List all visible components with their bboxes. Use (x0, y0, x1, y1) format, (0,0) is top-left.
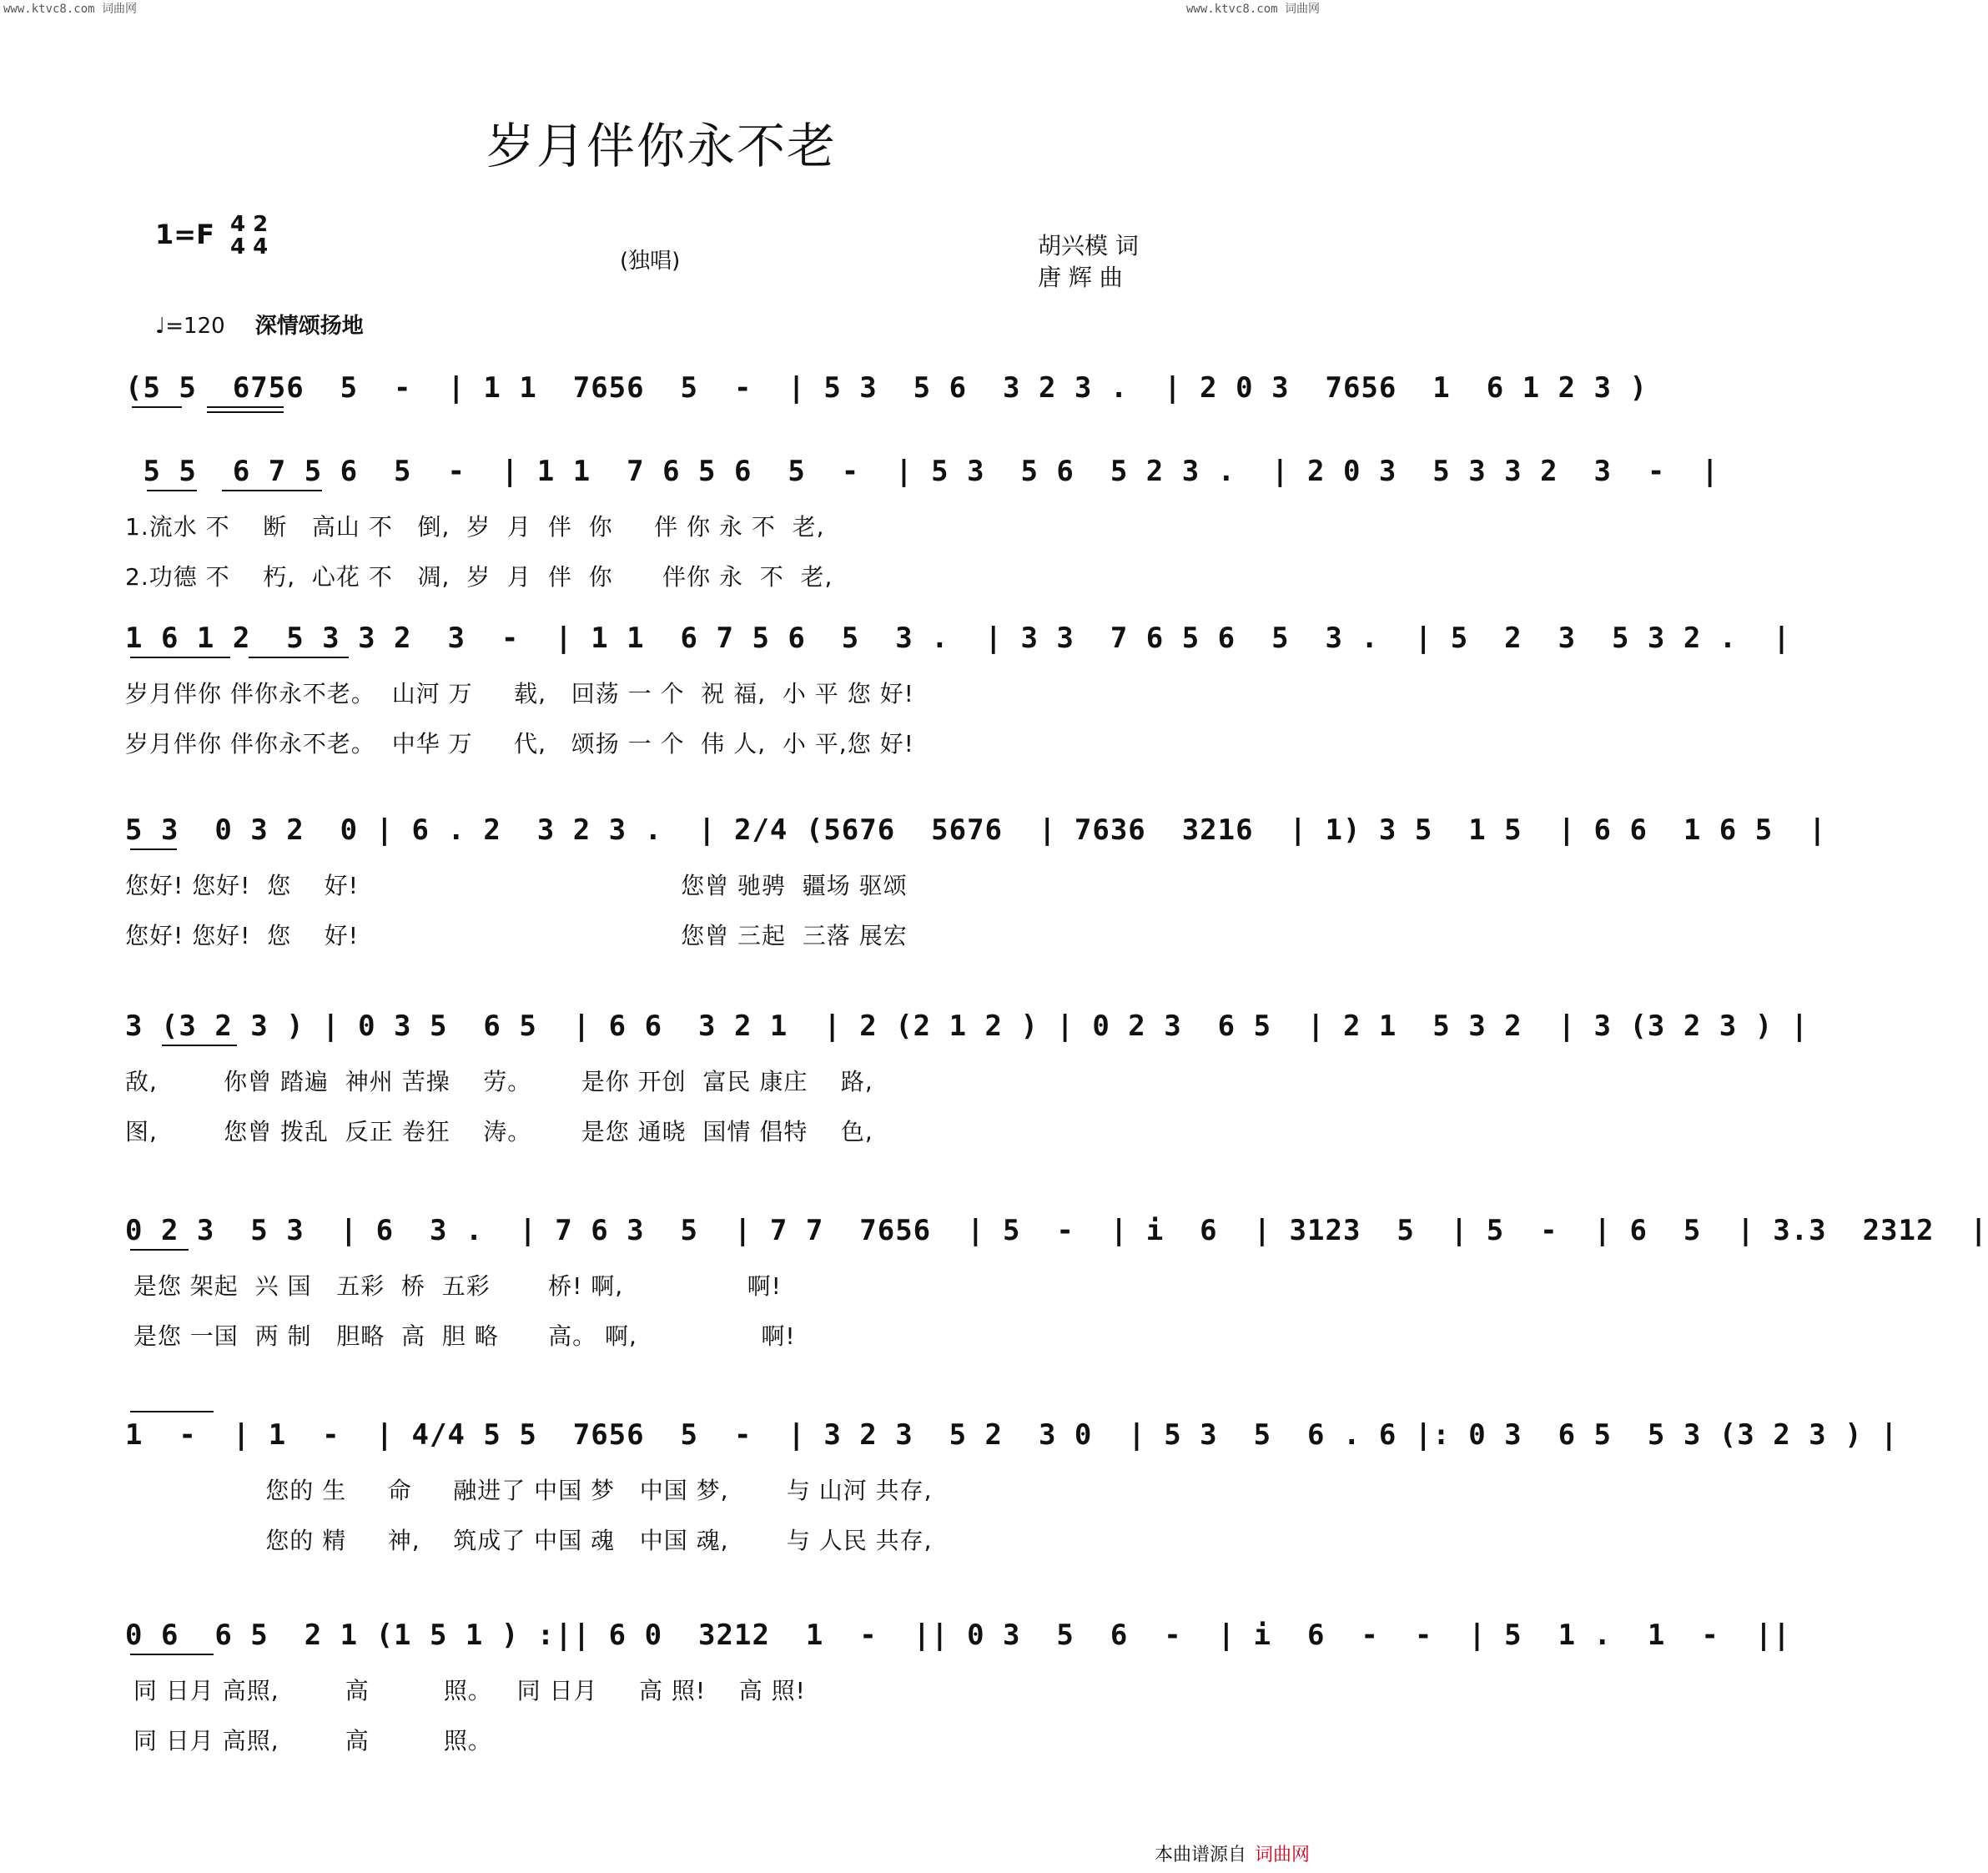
lyric-verse-2: 是您 一国 两 制 胆略 高 胆 略 高。 啊, 啊! (125, 1322, 796, 1350)
composer: 唐 辉 曲 (1038, 264, 1123, 291)
lyric-verse-1: 敌, 你曾 踏遍 神州 苦操 劳。 是你 开创 富民 康庄 路, (125, 1068, 873, 1095)
credits (1038, 230, 1139, 294)
lyric-verse-1: 您好! 您好! 您 好! 您曾 驰骋 疆场 驱颂 (125, 872, 908, 899)
key-signature: 1=F (155, 219, 214, 250)
song-title: 岁月伴你永不老 (486, 118, 837, 174)
lyric-verse-2: 您的 精 神, 筑成了 中国 魂 中国 魂, 与 人民 共存, (125, 1527, 933, 1554)
watermark-left: www.ktvc8.com 词曲网 (3, 3, 138, 16)
notation-line: 1 6 1 2 5 3 3 2 3 - | 1 1 6 7 5 6 5 3 . | 3 3 7 6 5 6 5 3 . | 5 2 3 5 3 2 . | (125, 622, 1791, 655)
lyric-verse-2: 岁月伴你 伴你永不老。 中华 万 代, 颂扬 一 个 伟 人, 小 平,您 好! (125, 730, 914, 758)
lyric-verse-1: 同 日月 高照, 高 照。 同 日月 高 照! 高 照! (125, 1677, 806, 1704)
slur-mark (130, 1411, 214, 1412)
lyric-verse-2: 同 日月 高照, 高 照。 (125, 1727, 492, 1755)
underline-mark (207, 411, 284, 413)
underline-mark (249, 657, 349, 658)
underline-mark (207, 406, 284, 408)
time-signature-bottom: 4 4 (230, 234, 269, 259)
tempo-marking (155, 309, 364, 340)
lyric-verse-1: 是您 架起 兴 国 五彩 桥 五彩 桥! 啊, 啊! (125, 1272, 782, 1300)
time-signature-top: 4 2 (230, 212, 269, 237)
time-signature (230, 214, 268, 259)
lyric-verse-2: 2.功德 不 朽, 心花 不 凋, 岁 月 伴 你 伴你 永 不 老, (125, 563, 833, 591)
lyric-verse-2: 图, 您曾 拨乱 反正 卷狂 涛。 是您 通晓 国情 倡特 色, (125, 1118, 873, 1145)
footer-credit (1155, 1840, 1310, 1866)
footer-site-link[interactable]: 词曲网 (1254, 1845, 1310, 1865)
expression-mark: 深情颂扬地 (254, 314, 364, 339)
performance-type: (独唱) (620, 249, 681, 274)
tempo-mark: ♩=120 (155, 314, 225, 339)
notation-line: 5 5 6 7 5 6 5 - | 1 1 7 6 5 6 5 - | 5 3 5 6 5 2 3 . | 2 0 3 5 3 3 2 3 - | (125, 455, 1719, 488)
notation-line: 1 - | 1 - | 4/4 5 5 7656 5 - | 3 2 3 5 2 3 0 | 5 3 5 6 . 6 |: 0 3 6 5 5 3 (3 2 3 ) | (125, 1418, 1899, 1452)
lyric-verse-2: 您好! 您好! 您 好! 您曾 三起 三落 展宏 (125, 922, 908, 949)
notation-line: 5 3 0 3 2 0 | 6 . 2 3 2 3 . | 2/4 (5676 5676 | 7636 3216 | 1) 3 5 1 5 | 6 6 1 6 5 | (125, 813, 1827, 847)
footer-source: 本曲谱源自 (1154, 1845, 1246, 1865)
watermark-right: www.ktvc8.com 词曲网 (1185, 3, 1320, 16)
notation-line: (5 5 6756 5 - | 1 1 7656 5 - | 5 3 5 6 3 2 3 . | 2 0 3 7656 1 6 1 2 3 ) (125, 371, 1648, 405)
lyricist: 胡兴模 词 (1038, 232, 1139, 259)
lyric-verse-1: 1.流水 不 断 高山 不 倒, 岁 月 伴 你 伴 你 永 不 老, (125, 513, 825, 541)
notation-line: 3 (3 2 3 ) | 0 3 5 6 5 | 6 6 3 2 1 | 2 (2 1 2 ) | 0 2 3 6 5 | 2 1 5 3 2 | 3 (3 2 3 ) | (125, 1010, 1809, 1043)
underline-mark (130, 657, 230, 658)
lyric-verse-1: 岁月伴你 伴你永不老。 山河 万 载, 回荡 一 个 祝 福, 小 平 您 好! (125, 680, 914, 707)
lyric-verse-1: 您的 生 命 融进了 中国 梦 中国 梦, 与 山河 共存, (125, 1477, 933, 1504)
notation-line: 0 2 3 5 3 | 6 3 . | 7 6 3 5 | 7 7 7656 | 5 - | i 6 | 3123 5 | 5 - | 6 5 | 3.3 2312 | (125, 1214, 1988, 1247)
underline-mark (130, 1249, 189, 1251)
underline-mark (162, 1045, 237, 1046)
underline-mark (222, 490, 322, 491)
underline-mark (130, 848, 177, 850)
underline-mark (130, 1654, 214, 1655)
underline-mark (147, 490, 197, 491)
underline-mark (132, 406, 182, 408)
notation-line: 0 6 6 5 2 1 (1 5 1 ) :|| 6 0 3212 1 - || 0 3 5 6 - | i 6 - - | 5 1 . 1 - || (125, 1619, 1791, 1652)
